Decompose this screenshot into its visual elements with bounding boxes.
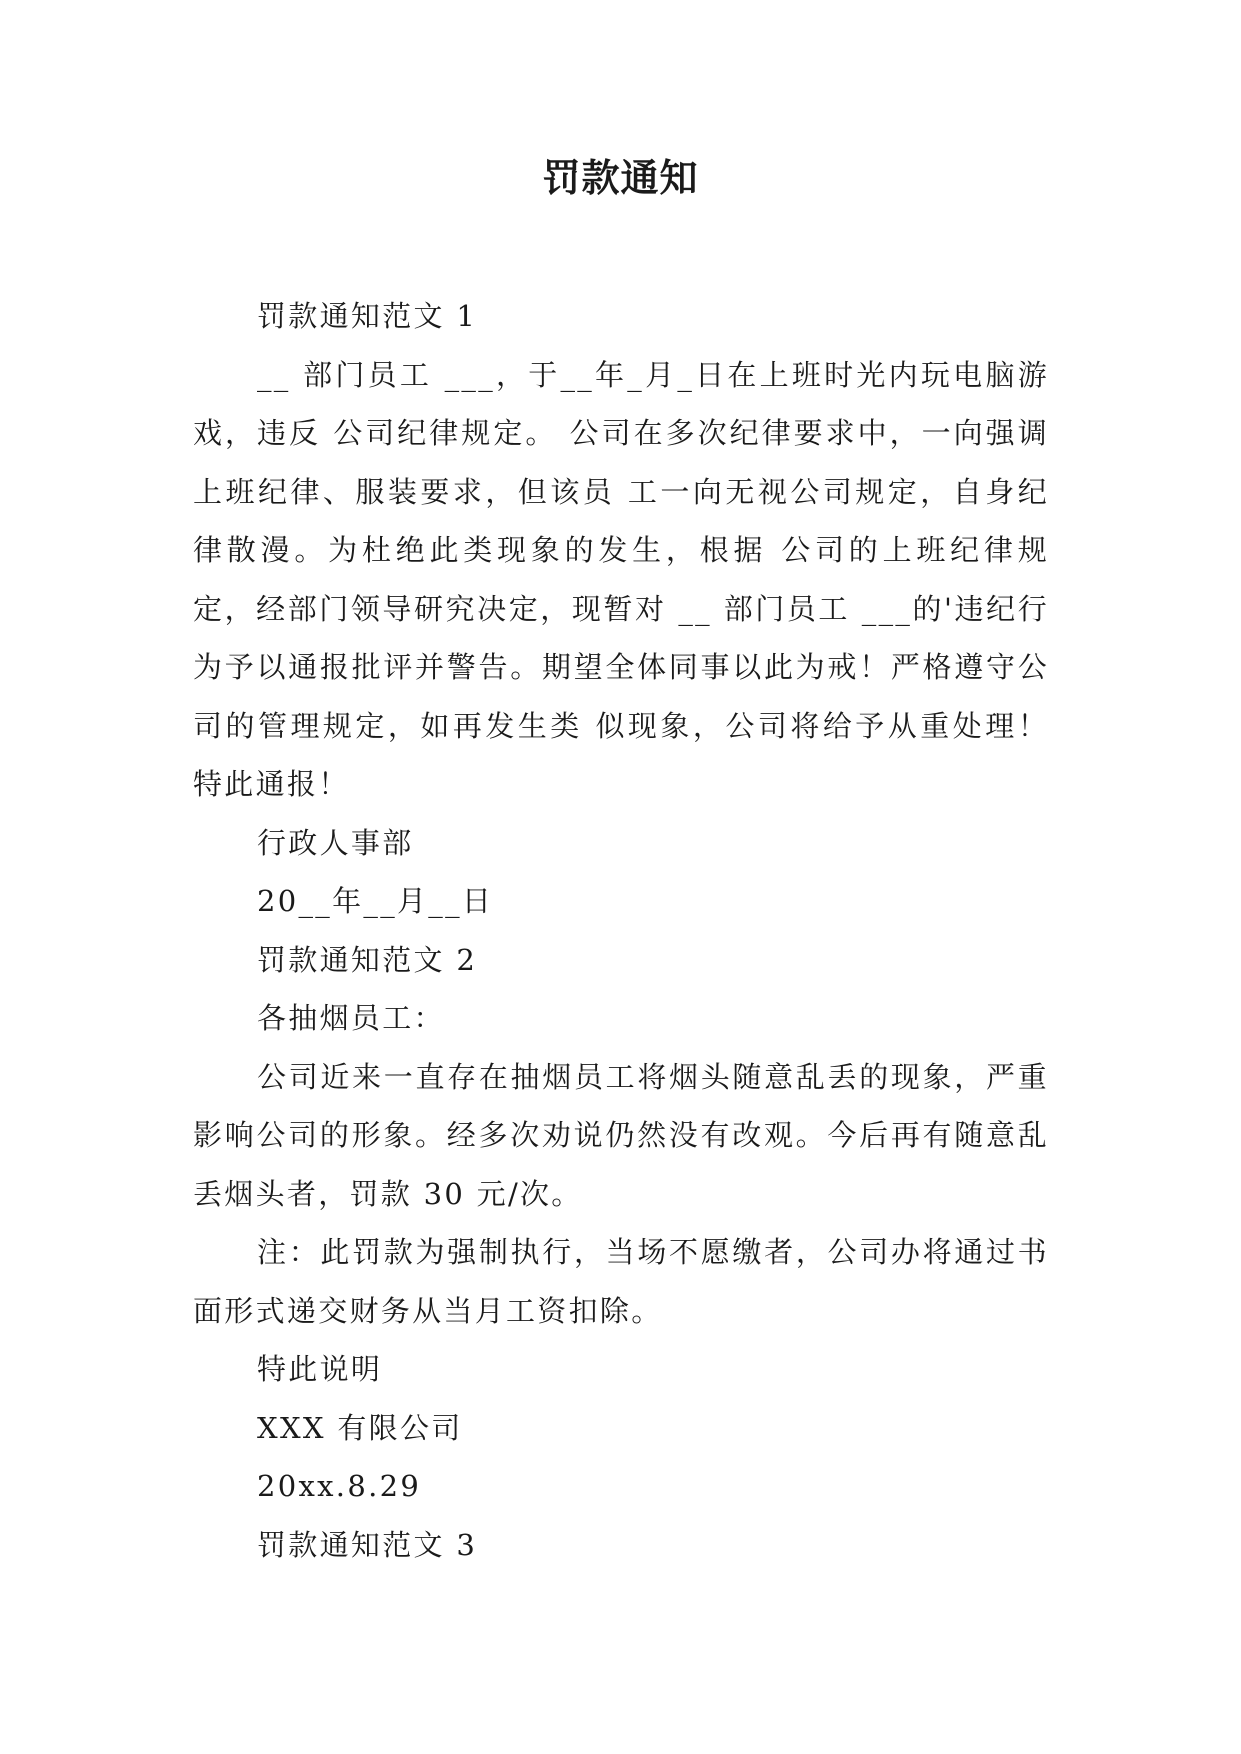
section-heading-2: 罚款通知范文 2 (257, 942, 478, 977)
notice-2-body: 公司近来一直存在抽烟员工将烟头随意乱丢的现象，严重影响公司的形象。经多次劝说仍然没有改观。今后再有随意乱丢烟头者，罚款 30 元/次。 (193, 1059, 1049, 1211)
notice-1-body: __ 部门员工 ___，于__年_月_日在上班时光内玩电脑游戏，违反 公司纪律规定。 公司在多次纪律要求中，一向强调上班纪律、服装要求，但该员 工一向无视公司规定，自身纪律散漫。为杜绝此类现象的发生，根据 公司的上班纪律规定，经部门领导研究决定，现暂对 __ 部门员工 ___的'违纪行为予以通报批评并警告。期望全体同事以此为戒！严格遵守公司的管理规定，如再发生类 似现象，公司将给予从重处理！ 特此通报！ (193, 357, 1049, 801)
notice-2-date: 20xx.8.29 (257, 1469, 422, 1503)
notice-2-closing: 特此说明 (257, 1352, 383, 1386)
document-title: 罚款通知 (542, 156, 699, 200)
notice-1-issuer: 行政人事部 (257, 825, 414, 860)
document-body (193, 287, 1049, 1574)
notice-2-note: 注：此罚款为强制执行，当场不愿缴者，公司办将通过书面形式递交财务从当月工资扣除。 (193, 1235, 1049, 1328)
notice-2-issuer: XXX 有限公司 (257, 1410, 463, 1445)
notice-1-date: 20__年__月__日 (257, 884, 494, 918)
section-heading-1: 罚款通知范文 1 (257, 299, 478, 333)
section-heading-3: 罚款通知范文 3 (257, 1527, 478, 1562)
notice-2-salutation: 各抽烟员工： (257, 1001, 445, 1035)
